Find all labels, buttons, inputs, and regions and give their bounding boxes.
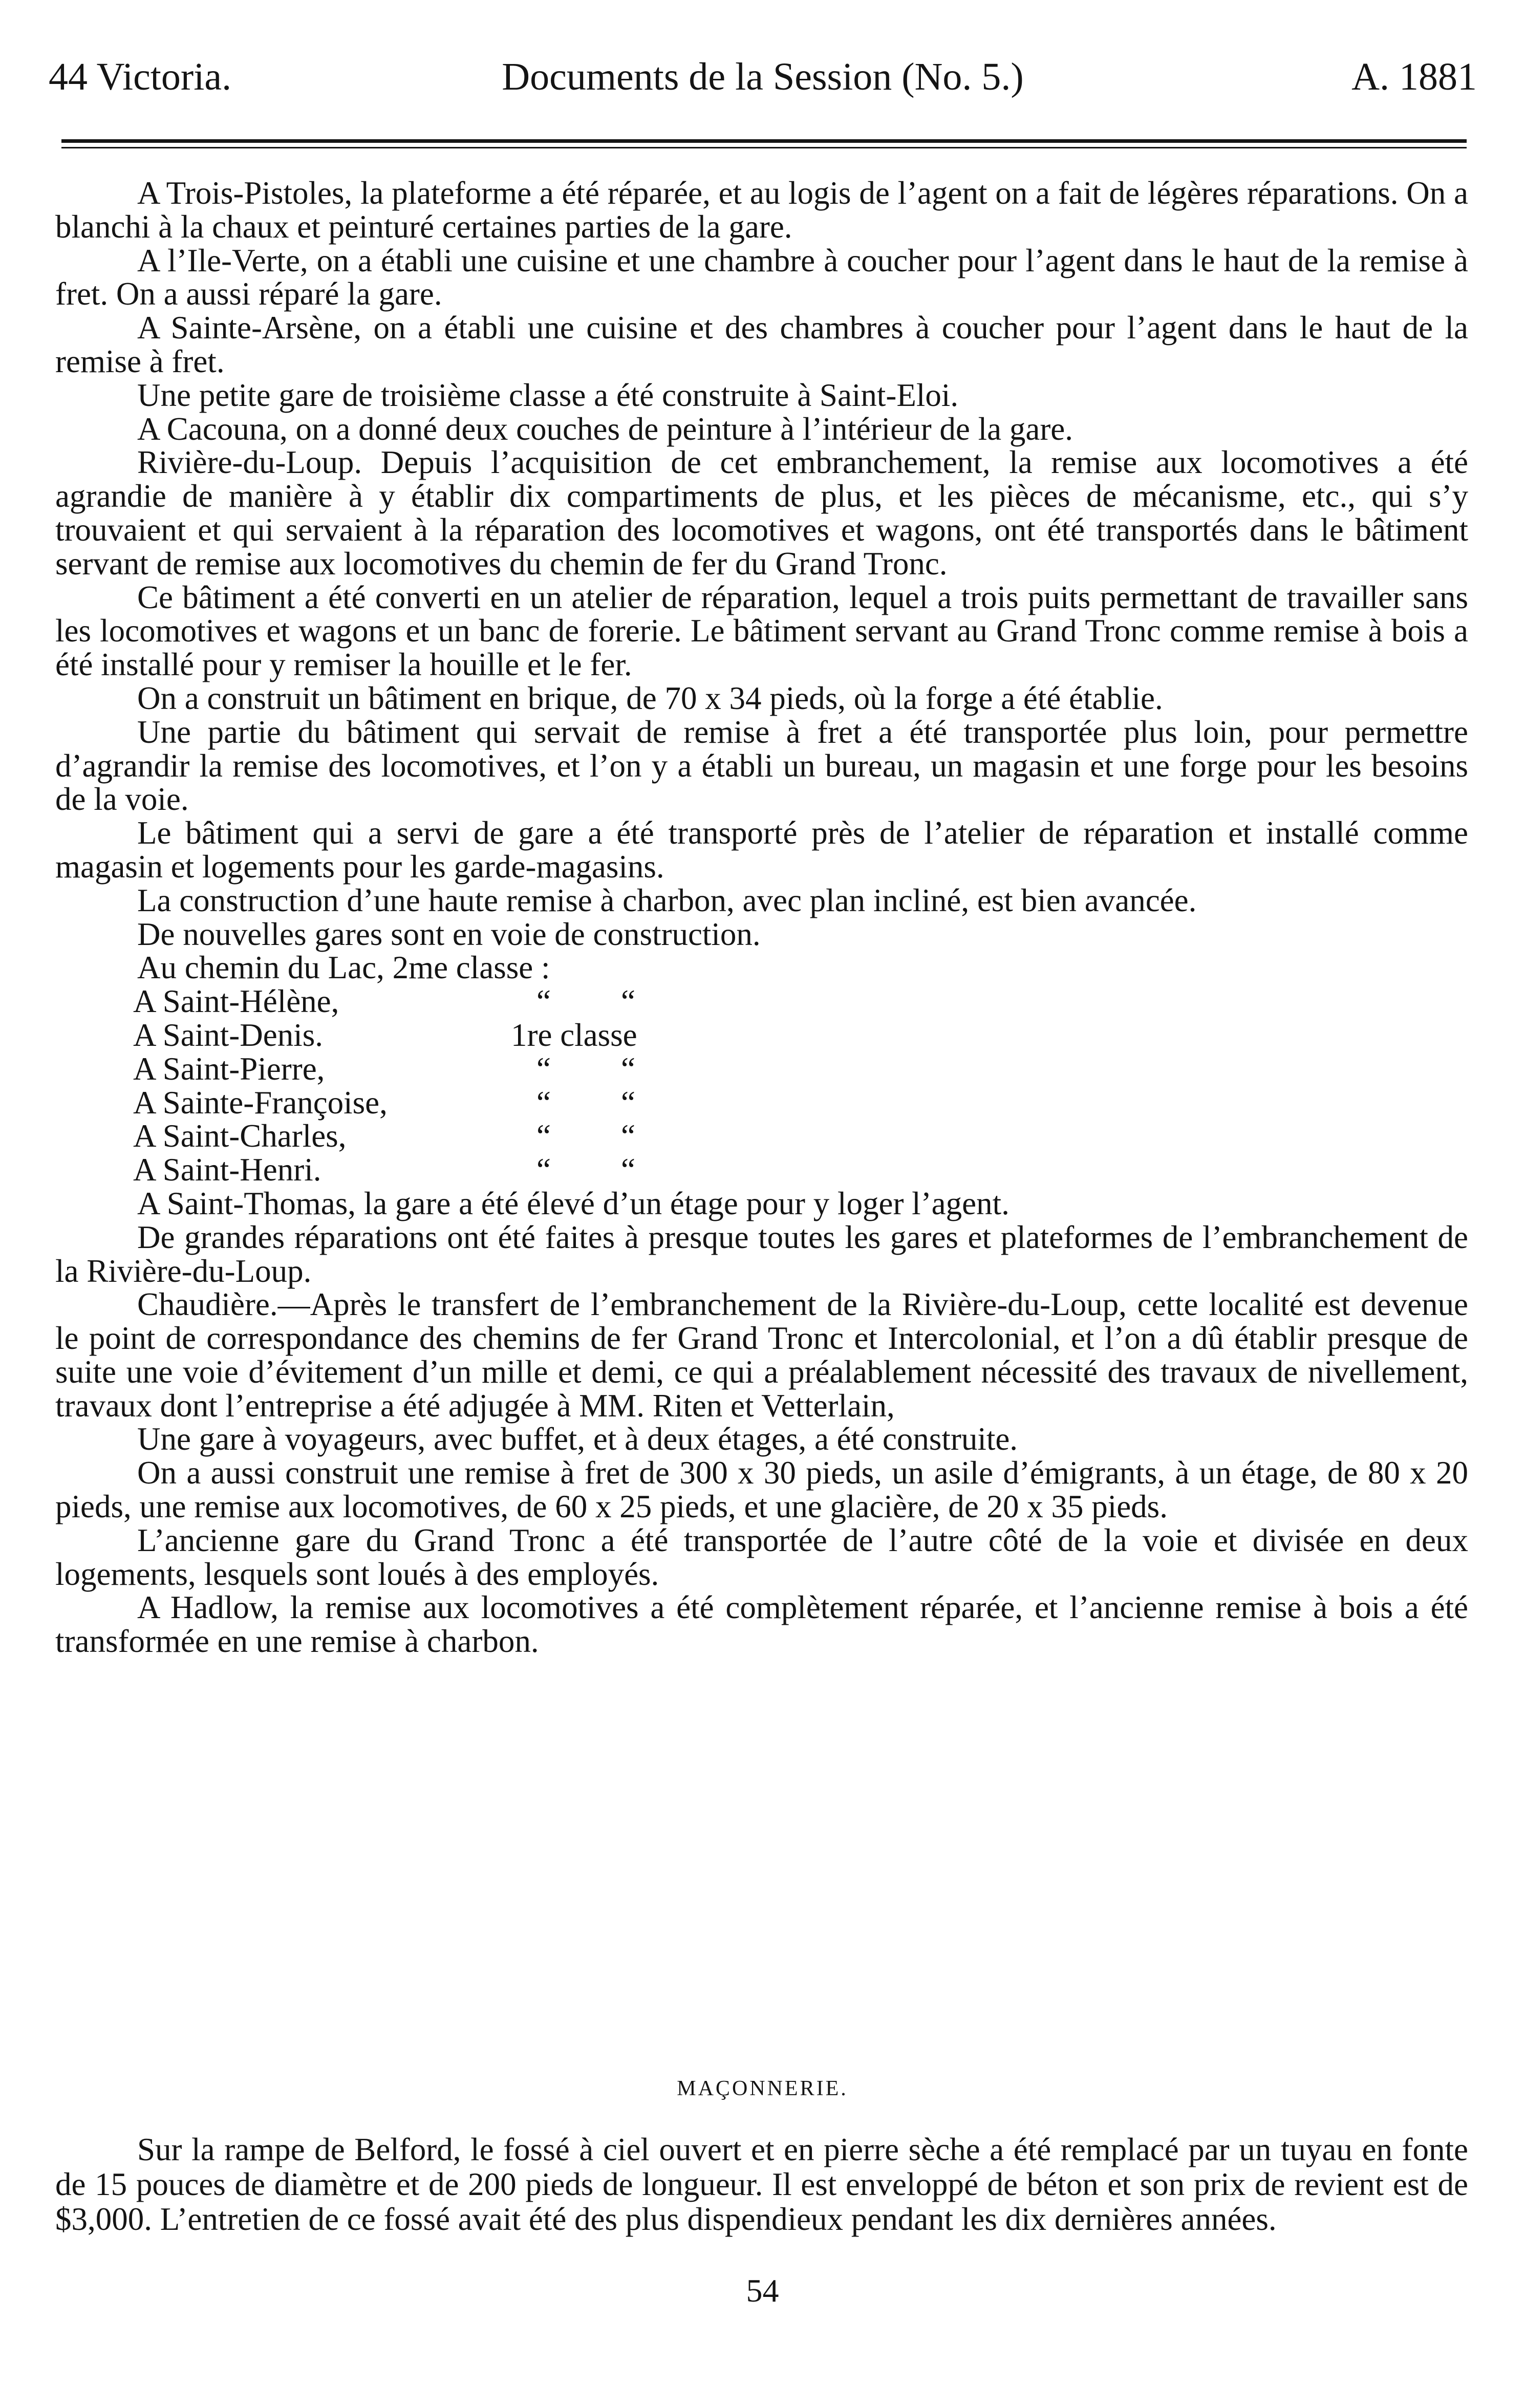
paragraph: On a aussi construit une remise à fret de 300 x 30 pieds, un asile d’émigrants, à un étage, de 80 x 20 pieds, une remise aux locomotives, de 60 x 25 pieds, et une glacière, de 20 x 35 pieds. <box>55 1455 1468 1525</box>
paragraph: Chaudière.—Après le transfert de l’embranchement de la Rivière-du-Loup, cette localité est devenue le point de correspondance des chemins de fer Grand Tronc et Intercolonial, et l’on a dû établir presque de suite une voie d’évitement d’un mille et demi, ce qui a préalablement nécessité des travaux de nivellement, travaux dont l’entreprise a été adjugée à MM. Riten et Vetterlain, <box>55 1286 1468 1424</box>
ditto-mark: “ <box>621 983 635 1020</box>
paragraph: Une gare à voyageurs, avec buffet, et à deux étages, a été construite. <box>137 1421 1018 1457</box>
ditto-mark: “ <box>536 1084 551 1121</box>
paragraph: Une partie du bâtiment qui servait de remise à fret a été transportée plus loin, pour permettre d’agrandir la remise des locomotives, et l’on y a établi un bureau, un magasin et une forge pour les besoins de la voie. <box>55 714 1468 818</box>
header-regnal-year: 44 Victoria. <box>49 55 232 98</box>
list-item <box>55 1052 1468 1086</box>
header-year: A. 1881 <box>1351 55 1477 98</box>
paragraph: A l’Ile-Verte, on a établi une cuisine et une chambre à coucher pour l’agent dans le haut de la remise à fret. On a aussi réparé la gare. <box>55 242 1468 312</box>
paragraph: On a construit un bâtiment en brique, de 70 x 34 pieds, où la forge a été établie. <box>137 680 1163 716</box>
ditto-mark: “ <box>621 1084 635 1121</box>
header-rule-thick <box>61 139 1467 143</box>
page-header <box>49 49 1477 105</box>
station-list-heading-row <box>55 951 1468 985</box>
list-item <box>55 1019 1468 1052</box>
paragraph: A Trois-Pistoles, la plateforme a été réparée, et au logis de l’agent on a fait de légères réparations. On a blanchi à la chaux et peinturé certaines parties de la gare. <box>55 175 1468 245</box>
paragraph: La construction d’une haute remise à charbon, avec plan incliné, est bien avancée. <box>137 882 1197 918</box>
page-number: 54 <box>746 2272 779 2309</box>
ditto-mark: “ <box>536 1050 551 1087</box>
paragraph: Sur la rampe de Belford, le fossé à ciel ouvert et en pierre sèche a été remplacé par un tuyau en fonte de 15 pouces de diamètre et de 200 pieds de longueur. Il est enveloppé de béton et son prix de revient est de $3,000. L’entretien de ce fossé avait été des plus dispendieux pendant les dix dernières années. <box>55 2132 1468 2237</box>
paragraph: L’ancienne gare du Grand Tronc a été transportée de l’autre côté de la voie et divisée en deux logements, lesquels sont loués à des employés. <box>55 1522 1468 1592</box>
ditto-mark: “ <box>621 1152 635 1188</box>
station-name: A Saint-Henri. <box>133 1152 321 1188</box>
main-text <box>55 177 1468 1659</box>
header-title: Documents de la Session (No. 5.) <box>502 55 1024 98</box>
station-name: A Saint-Pierre, <box>133 1050 325 1087</box>
paragraph: De grandes réparations ont été faites à presque toutes les gares et plateformes de l’embranchement de la Rivière-du-Loup. <box>55 1219 1468 1289</box>
section-text <box>55 2132 1468 2237</box>
list-item <box>55 985 1468 1019</box>
station-name: A Saint-Denis. <box>133 1017 323 1053</box>
ditto-mark: “ <box>621 1050 635 1087</box>
station-name: A Saint-Hélène, <box>133 983 339 1020</box>
ditto-mark: “ <box>536 1118 551 1154</box>
paragraph: A Sainte-Arsène, on a établi une cuisine et des chambres à coucher pour l’agent dans le haut de la remise à fret. <box>55 310 1468 379</box>
ditto-mark: “ <box>536 1152 551 1188</box>
station-name: A Saint-Charles, <box>133 1118 347 1154</box>
station-name: A Sainte-Françoise, <box>133 1084 388 1121</box>
list-item <box>55 1153 1468 1187</box>
paragraph: A Cacouna, on a donné deux couches de peinture à l’intérieur de la gare. <box>137 411 1073 447</box>
paragraph: A Hadlow, la remise aux locomotives a été complètement réparée, et l’ancienne remise à bois a été transformée en une remise à charbon. <box>55 1589 1468 1660</box>
list-item <box>55 1120 1468 1153</box>
station-list <box>55 951 1468 1187</box>
section-heading: MAÇONNERIE. <box>677 2077 848 2100</box>
paragraph: De nouvelles gares sont en voie de construction. <box>137 916 761 952</box>
paragraph: A Saint-Thomas, la gare a été élevé d’un étage pour y loger l’agent. <box>137 1185 1009 1221</box>
station-list-heading: Au chemin du Lac, 2me classe : <box>137 950 550 986</box>
paragraph: Ce bâtiment a été converti en un atelier de réparation, lequel a trois puits permettant de travailler sans les locomotives et wagons et un banc de forerie. Le bâtiment servant au Grand Tronc comme remise à bois a été installé pour y remiser la houille et le fer. <box>55 579 1468 683</box>
paragraph: Rivière-du-Loup. Depuis l’acquisition de cet embranchement, la remise aux locomotives a été agrandie de manière à y établir dix compartiments de plus, et les pièces de mécanisme, etc., qui s’y trouvaient et qui servaient à la réparation des locomotives et wagons, ont été transportés dans le bâtiment servant de remise aux locomotives du chemin de fer du Grand Tronc. <box>55 444 1468 582</box>
header-rule-thin <box>61 147 1467 148</box>
station-class: 1re classe <box>511 1017 637 1053</box>
list-item <box>55 1086 1468 1120</box>
paragraph: Une petite gare de troisième classe a été construite à Saint-Eloi. <box>137 377 959 413</box>
ditto-mark: “ <box>536 983 551 1020</box>
paragraph: Le bâtiment qui a servi de gare a été transporté près de l’atelier de réparation et installé comme magasin et logements pour les garde-magasins. <box>55 815 1468 885</box>
ditto-mark: “ <box>621 1118 635 1154</box>
